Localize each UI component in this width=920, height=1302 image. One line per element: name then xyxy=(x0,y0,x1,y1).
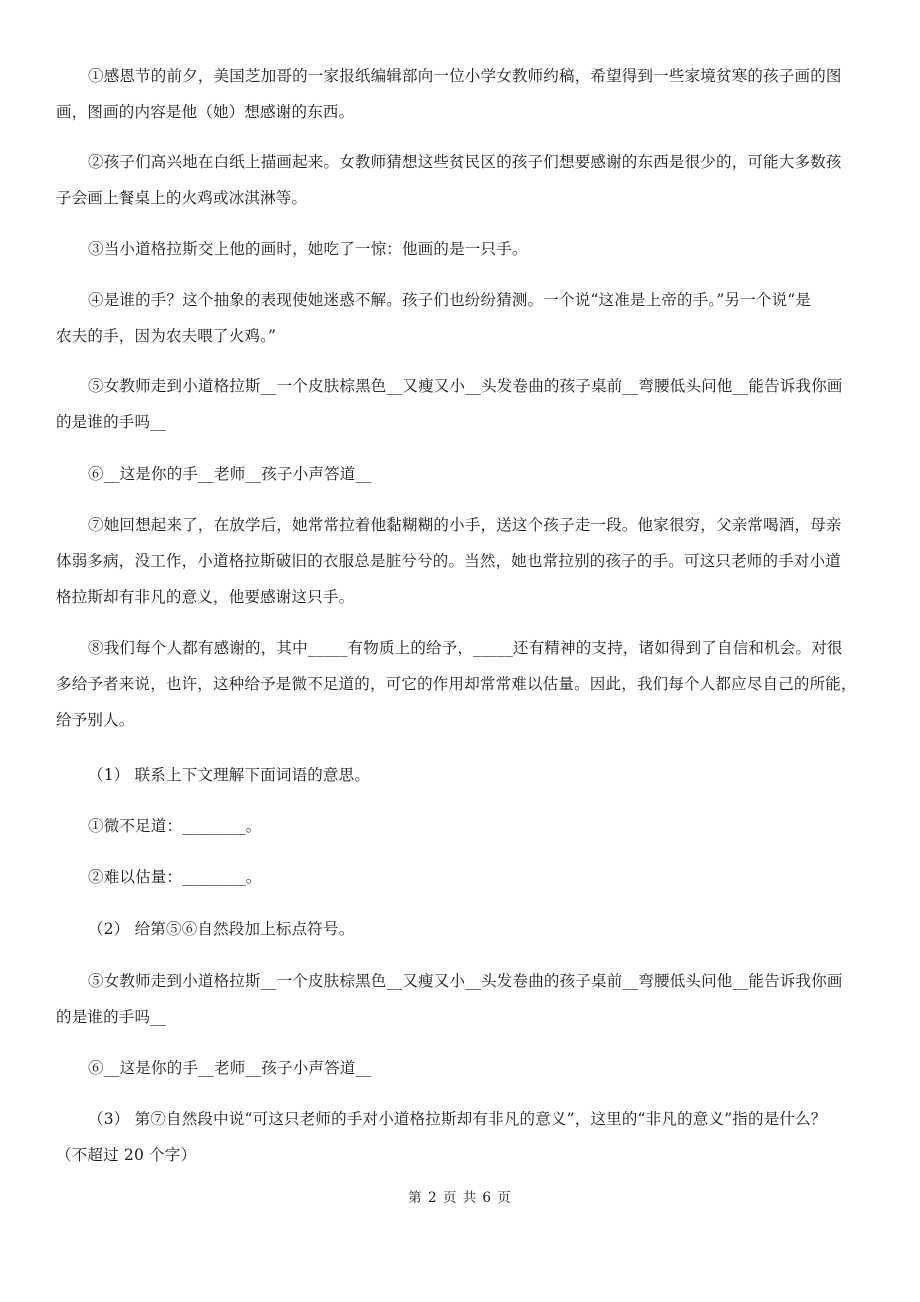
paragraph-1 xyxy=(56,58,866,130)
page-footer: 第 2 页 共 6 页 xyxy=(408,1190,512,1206)
question-2b xyxy=(88,1050,866,1086)
paragraph-line: ⑤女教师走到小道格拉斯__一个皮肤棕黑色__又瘦又小__头发卷曲的孩子桌前__弯腰低头问他__能告诉我你画 xyxy=(88,377,843,395)
paragraph-line: ①感恩节的前夕，美国芝加哥的一家报纸编辑部向一位小学女教师约稿，希望得到一些家境贫寒的孩子画的图 xyxy=(88,67,842,85)
paragraph-line: 的是谁的手吗__ xyxy=(56,413,167,431)
question-1b-text: ②难以估量：________。 xyxy=(88,868,262,886)
paragraph-line: ⑦她回想起来了，在放学后，她常常拉着他黏糊糊的小手，送这个孩子走一段。他家很穷，父亲常喝酒，母亲 xyxy=(88,516,842,534)
paragraph-line: 格拉斯却有非凡的意义，他要感谢这只手。 xyxy=(56,588,355,606)
question-line: （3） 第⑦自然段中说“可这只老师的手对小道格拉斯却有非凡的意义”，这里的“非凡的意义”指的是什么？ xyxy=(88,1110,827,1128)
paragraph-6 xyxy=(88,456,866,492)
question-1b xyxy=(88,859,866,895)
paragraph-line: ③当小道格拉斯交上他的画时，她吃了一惊：他画的是一只手。 xyxy=(88,240,528,258)
paragraph-7 xyxy=(56,507,866,615)
paragraph-line: 子会画上餐桌上的火鸡或冰淇淋等。 xyxy=(56,189,308,207)
question-line: ⑤女教师走到小道格拉斯__一个皮肤棕黑色__又瘦又小__头发卷曲的孩子桌前__弯腰低头问他__能告诉我你画 xyxy=(88,972,843,990)
paragraph-line: ②孩子们高兴地在白纸上描画起来。女教师猜想这些贫民区的孩子们想要感谢的东西是很少的，可能大多数孩 xyxy=(88,153,842,171)
paragraph-8 xyxy=(56,630,866,738)
question-1-text: （1） 联系上下文理解下面词语的意思。 xyxy=(88,766,371,784)
paragraph-line: 给予别人。 xyxy=(56,711,135,729)
paragraph-line: ⑥__这是你的手__老师__孩子小声答道__ xyxy=(88,465,372,483)
paragraph-line: 体弱多病，没工作，小道格拉斯破旧的衣服总是脏兮兮的。当然，她也常拉别的孩子的手。可这只老师的手对小道 xyxy=(56,552,842,570)
question-line: （不超过 20 个字） xyxy=(56,1146,197,1164)
paragraph-3 xyxy=(88,231,866,267)
question-1a-text: ①微不足道：________。 xyxy=(88,817,262,835)
paragraph-4 xyxy=(56,282,866,354)
paragraph-line: 多给予者来说，也许，这种给予是微不足道的，可它的作用却常常难以估量。因此，我们每个人都应尽自己的所能， xyxy=(56,675,857,693)
question-3 xyxy=(56,1101,866,1173)
paragraph-2 xyxy=(56,144,866,216)
paragraph-line: 画，图画的内容是他（她）想感谢的东西。 xyxy=(56,103,355,121)
question-1a xyxy=(88,808,866,844)
question-2a xyxy=(56,963,866,1035)
question-2-text: （2） 给第⑤⑥自然段加上标点符号。 xyxy=(88,920,355,938)
question-2b-text: ⑥__这是你的手__老师__孩子小声答道__ xyxy=(88,1059,372,1077)
paragraph-line: 农夫的手，因为农夫喂了火鸡。” xyxy=(56,327,277,345)
paragraph-5 xyxy=(56,368,866,440)
paragraph-line: ⑧我们每个人都有感谢的，其中_____有物质上的给予，_____还有精神的支持，诸如得到了自信和机会。对很 xyxy=(88,639,843,657)
question-line: 的是谁的手吗__ xyxy=(56,1008,167,1026)
question-1 xyxy=(88,757,866,793)
paragraph-line: ④是谁的手？这个抽象的表现使她迷惑不解。孩子们也纷纷猜测。一个说“这准是上帝的手。”另一个说“是 xyxy=(88,291,812,309)
question-2 xyxy=(88,911,866,947)
